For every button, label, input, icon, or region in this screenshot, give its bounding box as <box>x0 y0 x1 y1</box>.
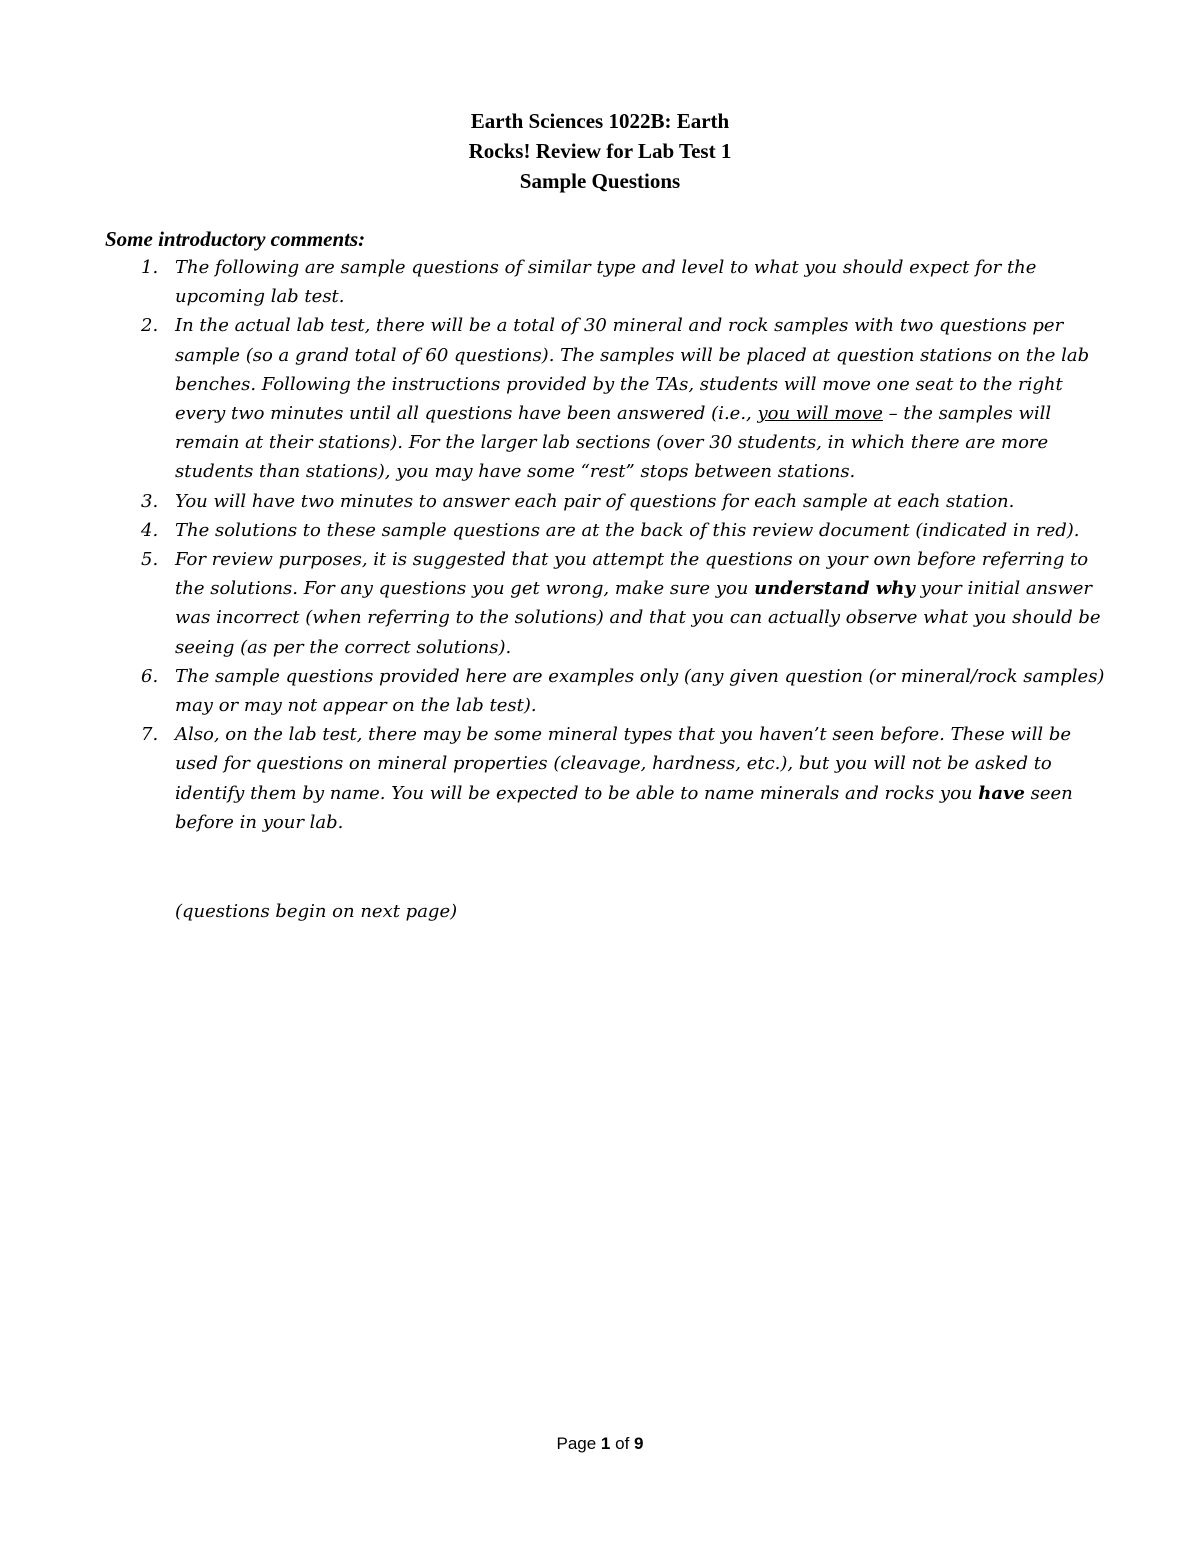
comment-text-continued: seen before in your lab. <box>175 782 1073 833</box>
comment-number: 6. <box>141 665 159 687</box>
intro-heading: Some introductory comments: <box>105 227 366 251</box>
comment-item-4 <box>105 516 1105 545</box>
comment-item-5 <box>105 545 1105 662</box>
comment-number: 2. <box>141 315 159 337</box>
comment-text: In the actual lab test, there will be a total of 30 mineral and rock samples with two questions per sample (so a grand total of 60 questions). The samples will be placed at question stations on the lab benches. Following the instructions provided by the TAs, students will move one seat to the right every two minutes until all questions have been answered (i.e., <box>175 315 1090 425</box>
document-title <box>0 106 1200 196</box>
comment-item-1 <box>105 253 1105 311</box>
comment-item-7 <box>105 720 1105 837</box>
comment-text: The solutions to these sample questions are at the back of this review document (indicated in red). <box>175 519 1080 541</box>
emphasized-phrase: have <box>978 782 1025 804</box>
continuation-note: (questions begin on next page) <box>175 901 458 922</box>
title-line-3: Sample Questions <box>519 169 681 193</box>
title-line-1: Earth Sciences 1022B: Earth <box>470 109 730 133</box>
title-line-2: Rocks! Review for Lab Test 1 <box>468 139 732 163</box>
underlined-phrase: you will move <box>757 403 883 425</box>
comment-number: 4. <box>141 519 159 541</box>
comment-text: For review purposes, it is suggested that you attempt the questions on your own before referring to the solutions. For any questions you get wrong, make sure you <box>175 549 1089 600</box>
of-word: of <box>615 1434 630 1453</box>
comment-item-3 <box>105 487 1105 516</box>
comment-text-continued: your initial answer was incorrect (when referring to the solutions) and that you can actually observe what you should be seeing (as per the correct solutions). <box>175 578 1101 658</box>
comment-number: 7. <box>141 724 159 746</box>
page-number-footer <box>0 1432 1200 1456</box>
comment-list <box>105 253 1105 837</box>
page-word: Page <box>556 1434 597 1453</box>
comment-number: 1. <box>141 257 159 278</box>
comment-number: 3. <box>141 490 159 512</box>
comment-item-6 <box>105 662 1105 720</box>
comment-text: The sample questions provided here are examples only (any given question (or mineral/rock samples) may or may not appear on the lab test). <box>175 665 1105 717</box>
comment-number: 5. <box>141 549 159 571</box>
total-pages-number: 9 <box>634 1434 644 1453</box>
emphasized-phrase: understand why <box>754 578 915 600</box>
current-page-number: 1 <box>600 1434 611 1453</box>
comment-text: Also, on the lab test, there may be some mineral types that you haven’t seen before. These will be used for questions on mineral properties (cleavage, hardness, etc.), but you will not be asked to identify them by name. You will be expected to be able to name minerals and rocks you <box>175 724 1072 804</box>
comment-item-2 <box>105 311 1105 486</box>
comment-text-continued: – the samples will remain at their stations). For the larger lab sections (over 30 students, in which there are more students than stations), you may have some “rest” stops between stations. <box>175 403 1052 483</box>
comment-text: The following are sample questions of similar type and level to what you should expect for the upcoming lab test. <box>175 257 1037 308</box>
comment-text: You will have two minutes to answer each pair of questions for each sample at each station. <box>175 490 1015 512</box>
